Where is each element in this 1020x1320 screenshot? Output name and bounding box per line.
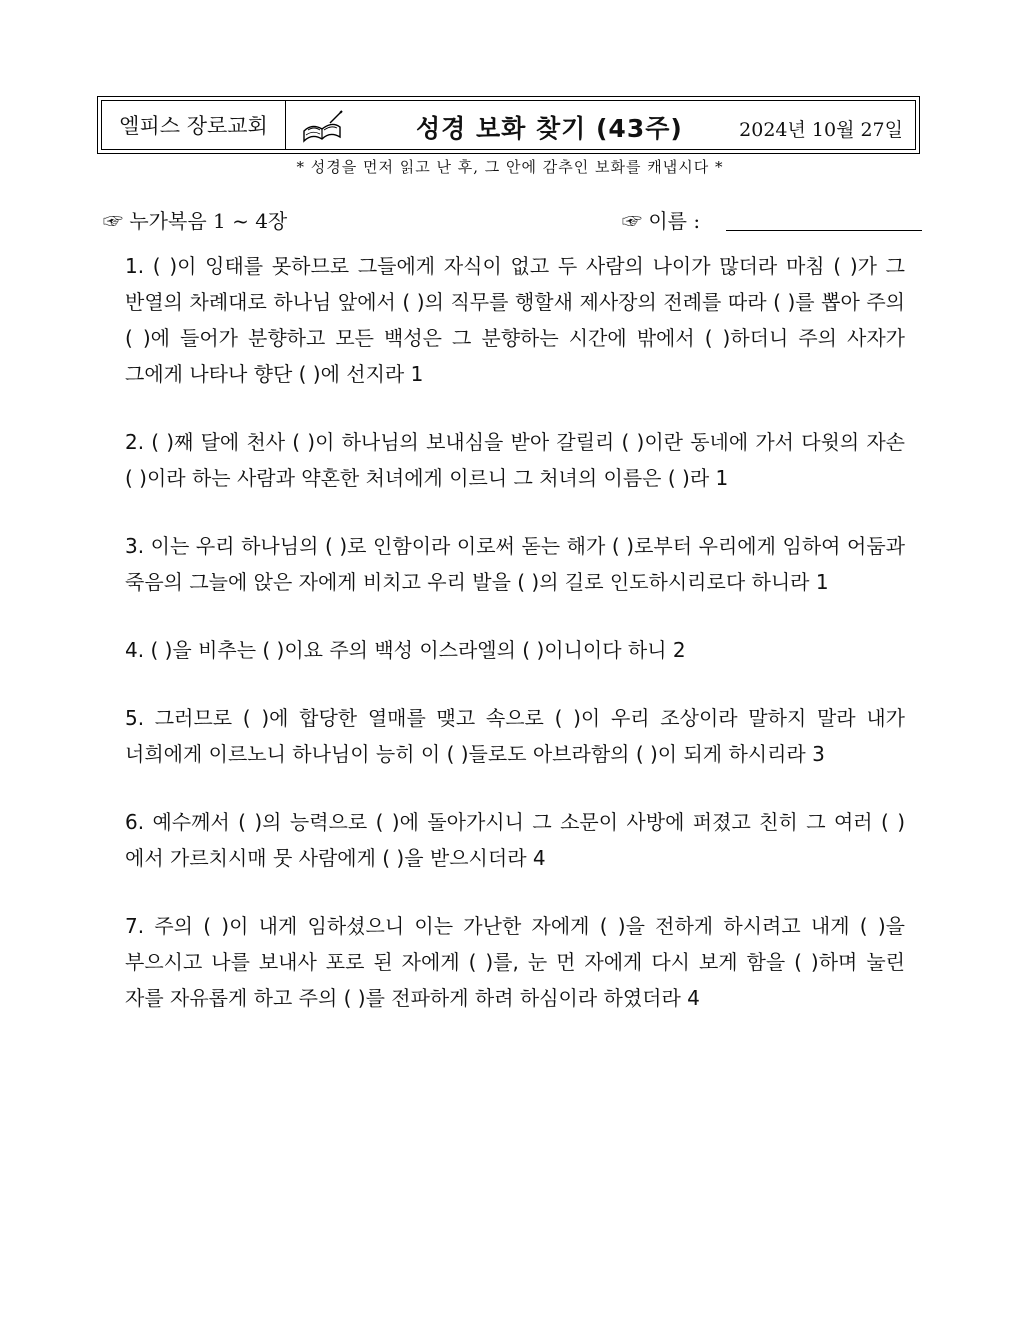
name-label (622, 205, 700, 234)
questions-list (125, 248, 905, 1048)
pointer-icon: ☞ (622, 209, 642, 233)
question-1: 1. ( )이 잉태를 못하므로 그들에게 자식이 없고 두 사람의 나이가 많더라 마침 ( )가 그 반열의 차례대로 하나님 앞에서 ( )의 직무를 행할새 제사장의 전례를 따라 ( )를 뽑아 주의 ( )에 들어가 분향하고 모든 백성은 그 분향하는 시간에 밖에서 ( )하더니 주의 사자가 그에게 나타나 향단 ( )에 선지라 1 (125, 254, 905, 386)
subtitle: * 성경을 먼저 읽고 난 후, 그 안에 감추인 보화를 캐냅시다 * (296, 158, 724, 176)
header-box (97, 96, 920, 154)
question-6: 6. 예수께서 ( )의 능력으로 ( )에 돌아가시니 그 소문이 사방에 퍼졌고 친히 그 여러 ( )에서 가르치시매 뭇 사람에게 ( )을 받으시더라 4 (125, 810, 905, 870)
question-5: 5. 그러므로 ( )에 합당한 열매를 맺고 속으로 ( )이 우리 조상이라 말하지 말라 내가 너희에게 이르노니 하나님이 능히 이 ( )들로도 아브라함의 ( )이 되게 하시리라 3 (125, 706, 905, 766)
open-bible-icon (300, 109, 344, 145)
question-3: 3. 이는 우리 하나님의 ( )로 인함이라 이로써 돋는 해가 ( )로부터 우리에게 임하여 어둠과 죽음의 그늘에 앉은 자에게 비치고 우리 발을 ( )의 길로 인도하시리로다 하니라 1 (125, 534, 905, 594)
title-cell (286, 101, 915, 149)
name-field[interactable] (726, 230, 922, 231)
page-title: 성경 보화 찾기 (43주) (416, 114, 683, 143)
pointer-icon: ☞ (103, 209, 123, 233)
date-text: 2024년 10월 27일 (739, 119, 903, 141)
section-range (103, 205, 287, 234)
question-7: 7. 주의 ( )이 내게 임하셨으니 이는 가난한 자에게 ( )을 전하게 하시려고 내게 ( )을 부으시고 나를 보내사 포로 된 자에게 ( )를, 눈 먼 자에게 다시 보게 함을 ( )하며 눌린 자를 자유롭게 하고 주의 ( )를 전파하게 하려 하심이라 하였더라 4 (125, 914, 905, 1010)
name-label-text: 이름 : (648, 209, 701, 233)
church-name: 엘피스 장로교회 (102, 101, 286, 149)
question-2: 2. ( )째 달에 천사 ( )이 하나님의 보내심을 받아 갈릴리 ( )이란 동네에 가서 다윗의 자손 ( )이라 하는 사람과 약혼한 처녀에게 이르니 그 처녀의 이름은 ( )라 1 (125, 430, 905, 490)
header-inner (101, 100, 916, 150)
question-4: 4. ( )을 비추는 ( )이요 주의 백성 이스라엘의 ( )이니이다 하니 2 (125, 638, 686, 662)
section-range-text: 누가복음 1 ~ 4장 (129, 209, 288, 233)
